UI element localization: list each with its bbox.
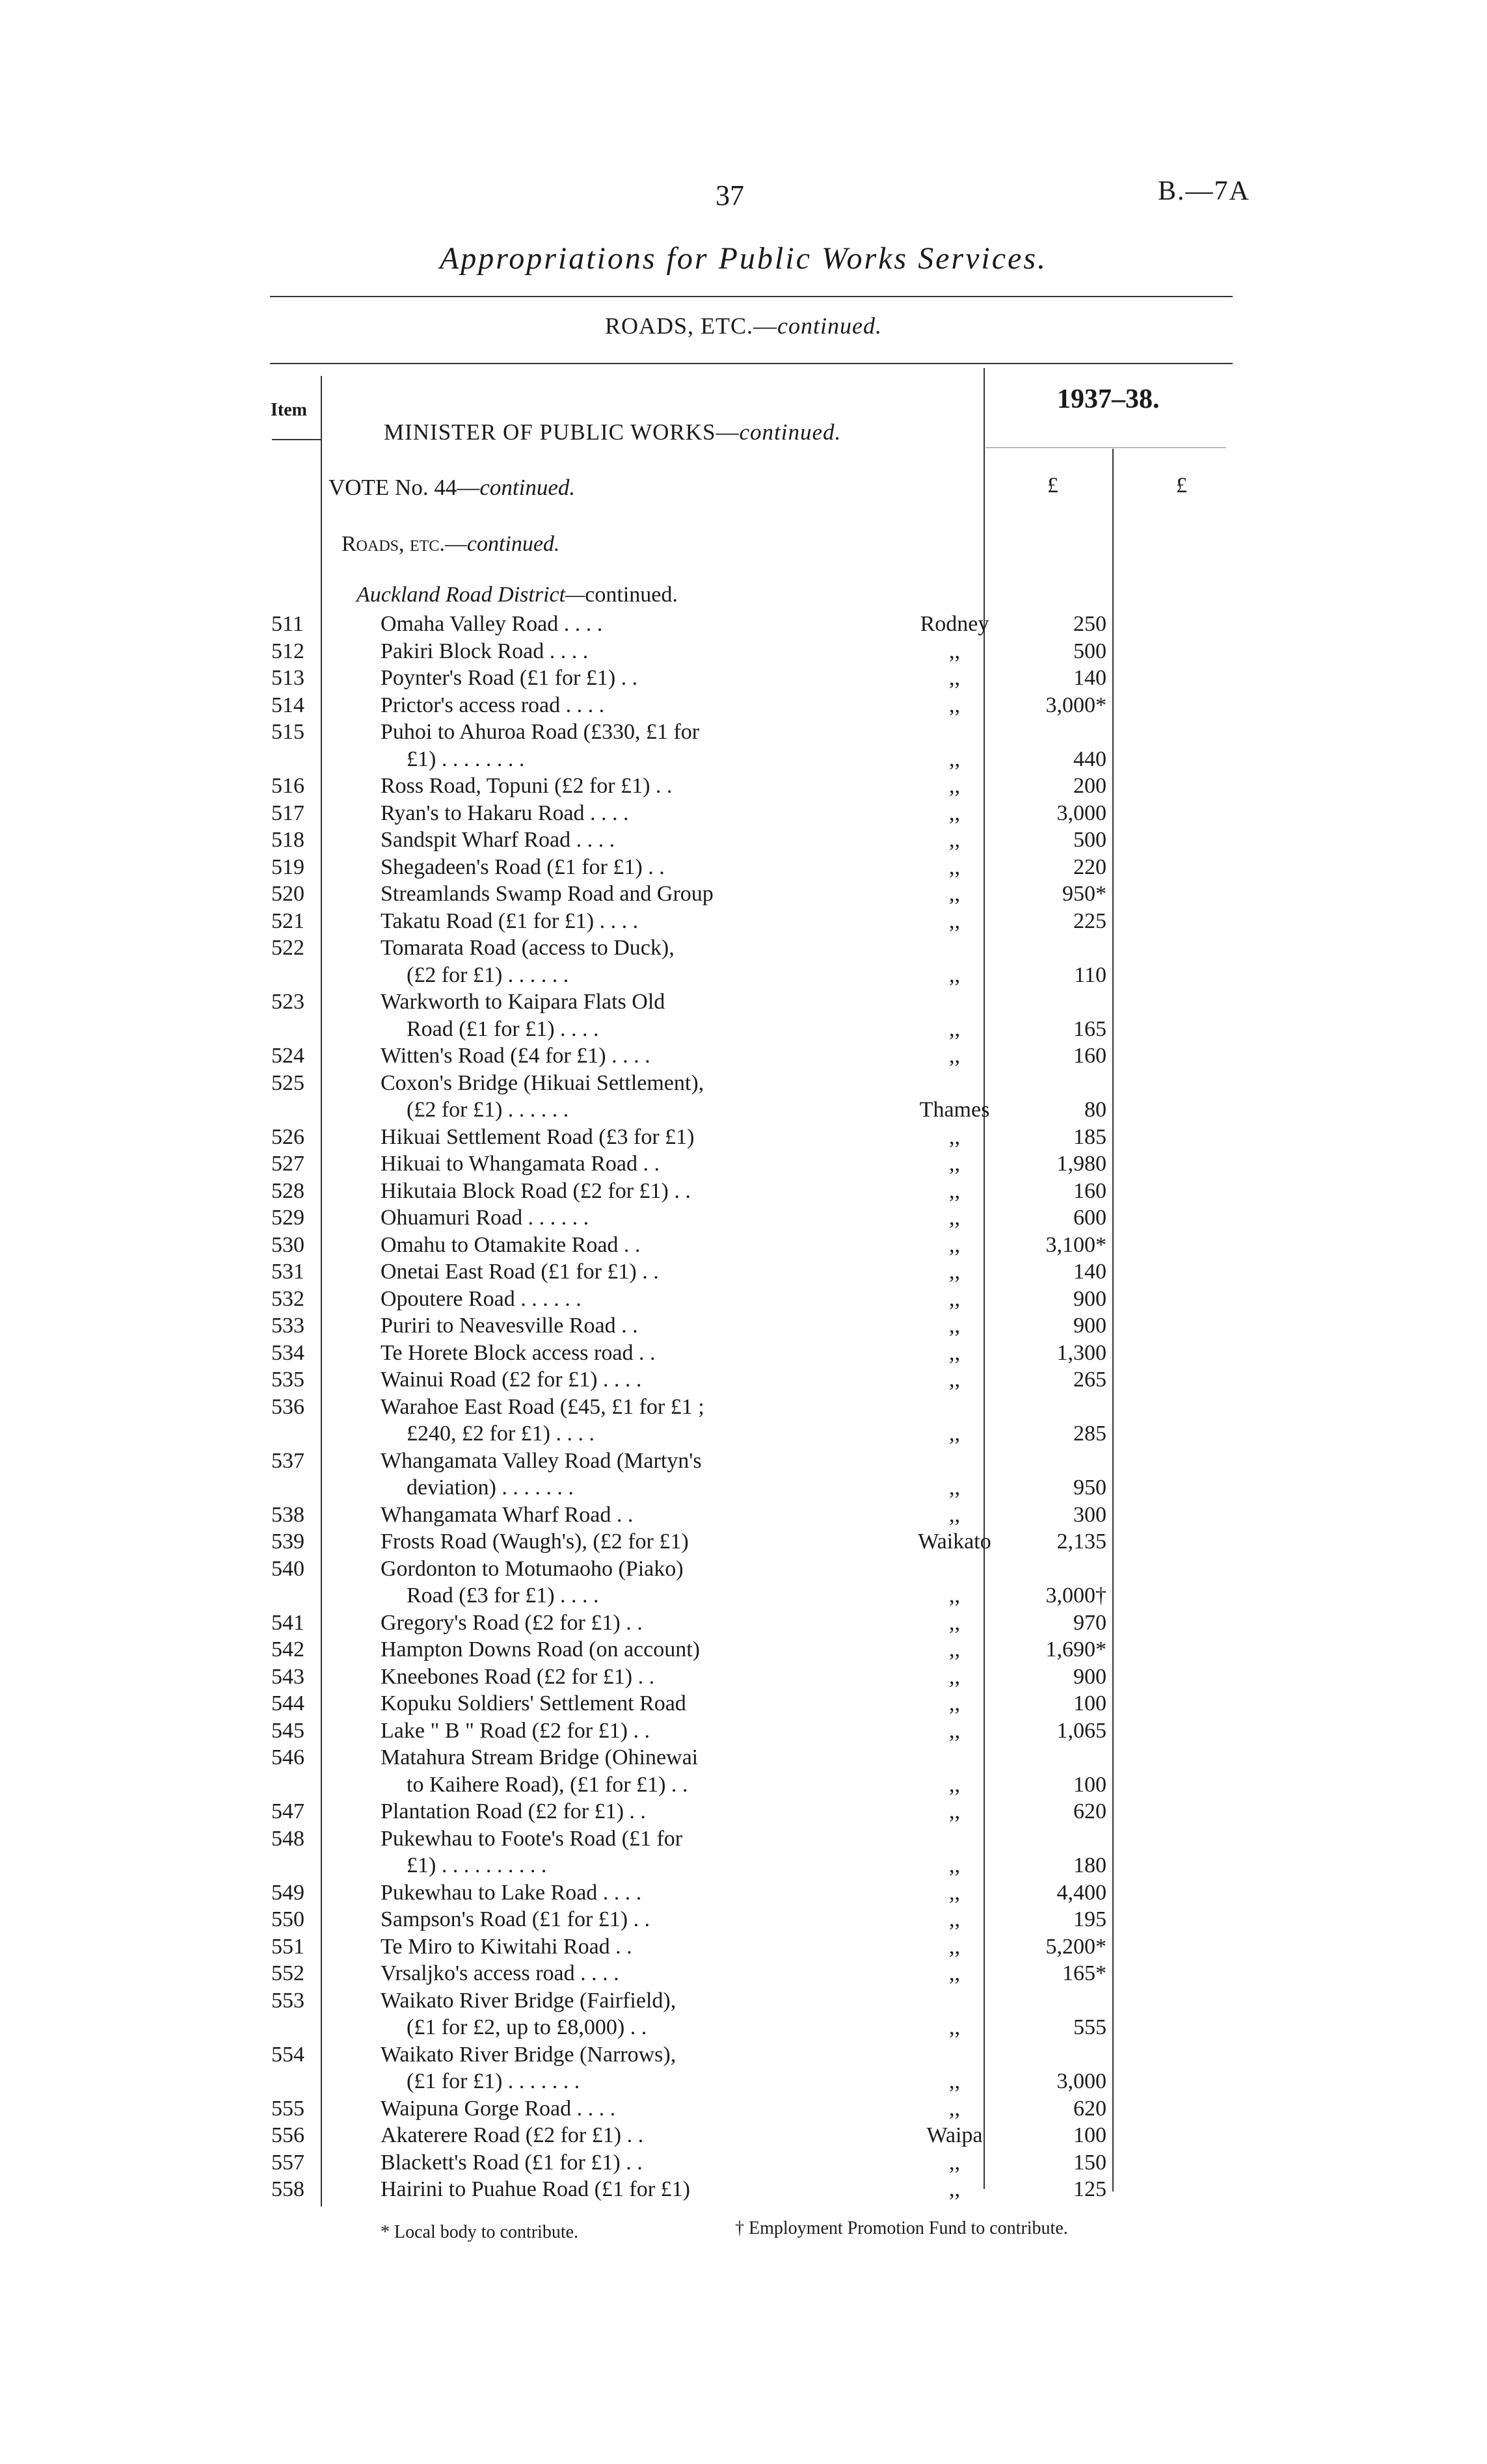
item-amount: 500 — [1073, 828, 1106, 852]
item-district: ,, — [949, 882, 960, 906]
item-district: ,, — [949, 1044, 960, 1068]
item-amount: 140 — [1073, 1260, 1106, 1284]
table-row — [0, 1206, 1487, 1232]
table-row — [0, 1907, 1487, 1933]
item-amount: 285 — [1073, 1422, 1106, 1446]
item-number: 530 — [271, 1232, 304, 1257]
table-row — [0, 2151, 1487, 2177]
item-district: ,, — [949, 1772, 960, 1797]
item-number: 533 — [271, 1314, 304, 1338]
vote-heading — [328, 475, 575, 501]
item-column-header: Item — [271, 400, 307, 420]
footnote-employment-fund: † Employment Promotion Fund to contribute. — [735, 2218, 1068, 2238]
item-number: 537 — [271, 1448, 304, 1473]
item-district: ,, — [949, 1718, 960, 1743]
item-description: Lake " B " Road (£2 for £1) . . — [381, 1718, 650, 1743]
item-number: 545 — [271, 1718, 304, 1743]
item-district: ,, — [949, 854, 960, 879]
item-description: Hikutaia Block Road (£2 for £1) . . — [381, 1178, 691, 1203]
item-description: Sampson's Road (£1 for £1) . . — [381, 1907, 650, 1931]
item-description: Sandspit Wharf Road . . . . — [381, 828, 615, 852]
item-description: Shegadeen's Road (£1 for £1) . . — [381, 854, 665, 879]
item-description: Witten's Road (£4 for £1) . . . . — [381, 1044, 650, 1068]
item-district: ,, — [949, 1583, 960, 1608]
table-row — [0, 2097, 1487, 2123]
item-description: Matahura Stream Bridge (Ohinewai — [381, 1745, 699, 1769]
item-amount: 440 — [1073, 747, 1106, 771]
item-description: Hairini to Puahue Road (£1 for £1) — [381, 2177, 690, 2201]
item-number: 551 — [271, 1934, 304, 1959]
item-district: ,, — [949, 1314, 960, 1338]
item-amount: 110 — [1074, 962, 1106, 987]
item-number: 523 — [271, 990, 304, 1014]
item-description: Frosts Road (Waugh's), (£2 for £1) — [381, 1530, 689, 1554]
item-description: Coxon's Bridge (Hikuai Settlement), — [381, 1070, 704, 1095]
table-row — [0, 963, 1487, 989]
item-number: 549 — [271, 1880, 304, 1905]
item-number: 520 — [271, 882, 304, 906]
item-description: Hampton Downs Road (on account) — [381, 1637, 701, 1662]
item-description: Akaterere Road (£2 for £1) . . — [381, 2123, 644, 2147]
table-row — [0, 747, 1487, 773]
table-row — [0, 1853, 1487, 1879]
item-number: 521 — [271, 908, 304, 933]
item-district: ,, — [949, 1422, 960, 1446]
table-row — [0, 666, 1487, 692]
item-head-rule — [272, 439, 321, 440]
item-district: ,, — [949, 1124, 960, 1149]
table-row — [0, 1476, 1487, 1502]
item-number: 527 — [271, 1152, 304, 1176]
item-district: ,, — [949, 828, 960, 852]
item-description: Whangamata Valley Road (Martyn's — [381, 1448, 702, 1473]
item-number: 543 — [271, 1664, 304, 1689]
item-number: 541 — [271, 1610, 304, 1635]
district-heading-suffix: continued. — [585, 583, 678, 607]
item-district: ,, — [949, 1016, 960, 1041]
table-row — [0, 1287, 1487, 1313]
item-number: 550 — [271, 1907, 304, 1931]
table-row — [0, 1583, 1487, 1610]
vote-heading-suffix: continued. — [479, 475, 576, 500]
item-district: Waikato — [918, 1530, 991, 1554]
item-number: 558 — [271, 2177, 304, 2201]
table-row — [0, 1961, 1487, 1987]
roads-subheading-text: Roads, etc.— — [342, 532, 467, 556]
table-row — [0, 1044, 1487, 1070]
item-number: 554 — [271, 2042, 304, 2067]
item-description: to Kaihere Road), (£1 for £1) . . — [407, 1772, 688, 1797]
item-number: 542 — [271, 1637, 304, 1662]
item-description: Vrsaljko's access road . . . . — [381, 1961, 619, 1985]
table-row — [0, 1935, 1487, 1961]
item-number: 555 — [271, 2096, 304, 2121]
item-number: 544 — [271, 1691, 304, 1716]
item-district: ,, — [949, 1152, 960, 1176]
item-amount: 900 — [1073, 1664, 1106, 1689]
item-number: 534 — [271, 1340, 304, 1365]
table-row — [0, 1691, 1487, 1717]
item-district: ,, — [949, 962, 960, 987]
item-amount: 265 — [1073, 1368, 1106, 1392]
item-amount: 500 — [1073, 639, 1106, 663]
item-description: Hikuai to Whangamata Road . . — [381, 1152, 660, 1176]
table-row — [0, 1881, 1487, 1907]
table-row — [0, 2015, 1487, 2041]
minister-heading — [384, 419, 841, 445]
table-row — [0, 1745, 1487, 1771]
item-number: 524 — [271, 1044, 304, 1068]
page-number: 37 — [716, 179, 744, 211]
vote-heading-text: VOTE No. 44— — [328, 475, 480, 500]
item-description: Blackett's Road (£1 for £1) . . — [381, 2150, 643, 2175]
table-row — [0, 990, 1487, 1016]
table-row — [0, 1233, 1487, 1259]
item-description: Streamlands Swamp Road and Group — [381, 882, 714, 906]
item-district: ,, — [949, 1637, 960, 1662]
item-amount: 140 — [1073, 666, 1106, 690]
item-number: 531 — [271, 1260, 304, 1284]
table-row — [0, 774, 1487, 800]
amount-unit-1: £ — [1047, 473, 1058, 497]
item-amount: 1,690* — [1045, 1637, 1106, 1662]
item-number: 535 — [271, 1368, 304, 1392]
item-number: 525 — [271, 1070, 304, 1095]
page-title: Appropriations for Public Works Services. — [439, 241, 1048, 276]
item-district: ,, — [949, 2096, 960, 2121]
item-description: £240, £2 for £1) . . . . — [407, 1422, 595, 1446]
item-amount: 3,000 — [1056, 2069, 1106, 2093]
table-row — [0, 639, 1487, 665]
item-district: ,, — [949, 1880, 960, 1905]
item-description: Takatu Road (£1 for £1) . . . . — [381, 908, 639, 933]
item-amount: 100 — [1073, 1772, 1106, 1797]
table-row — [0, 1611, 1487, 1637]
table-row — [0, 720, 1487, 746]
item-district: ,, — [949, 1799, 960, 1823]
section-title-text: ROADS, ETC.— — [605, 313, 778, 339]
item-amount: 225 — [1073, 908, 1106, 933]
table-row — [0, 1260, 1487, 1286]
section-title — [0, 312, 1487, 339]
item-number: 514 — [271, 693, 304, 717]
item-amount: 620 — [1073, 1799, 1106, 1823]
item-description: Waikato River Bridge (Fairfield), — [381, 1988, 677, 2013]
item-description: Kneebones Road (£2 for £1) . . — [381, 1664, 655, 1689]
item-description: Pukewhau to Foote's Road (£1 for — [381, 1826, 683, 1851]
item-description: Te Horete Block access road . . — [381, 1340, 656, 1365]
item-description: Ryan's to Hakaru Road . . . . — [381, 801, 629, 825]
item-district: Thames — [919, 1098, 990, 1122]
item-description: Omaha Valley Road . . . . — [381, 612, 603, 636]
item-number: 512 — [271, 639, 304, 663]
table-row — [0, 1530, 1487, 1556]
item-description: (£2 for £1) . . . . . . — [407, 1098, 569, 1122]
item-description: (£2 for £1) . . . . . . — [407, 962, 569, 987]
item-number: 517 — [271, 801, 304, 825]
item-number: 553 — [271, 1988, 304, 2013]
item-amount: 555 — [1073, 2015, 1106, 2039]
footnote-local-body: * Local body to contribute. — [381, 2222, 579, 2242]
table-row — [0, 1071, 1487, 1097]
item-amount: 165 — [1073, 1016, 1106, 1041]
item-description: Waipuna Gorge Road . . . . — [381, 2096, 616, 2121]
item-district: ,, — [949, 1691, 960, 1716]
item-number: 547 — [271, 1799, 304, 1823]
table-row — [0, 612, 1487, 638]
item-district: ,, — [949, 1178, 960, 1203]
district-heading-text: Auckland Road District— — [356, 583, 585, 607]
item-amount: 80 — [1084, 1098, 1106, 1122]
item-description: (£1 for £2, up to £8,000) . . — [407, 2015, 647, 2039]
table-row — [0, 1341, 1487, 1367]
table-row — [0, 1557, 1487, 1583]
item-district: ,, — [949, 801, 960, 825]
item-amount: 620 — [1073, 2096, 1106, 2121]
table-row — [0, 1368, 1487, 1394]
item-description: Omahu to Otamakite Road . . — [381, 1232, 641, 1257]
table-row — [0, 1989, 1487, 2015]
item-district: ,, — [949, 639, 960, 663]
item-district: Waipa — [926, 2123, 983, 2147]
item-description: £1) . . . . . . . . — [407, 747, 525, 771]
item-number: 518 — [271, 828, 304, 852]
item-description: Prictor's access road . . . . — [381, 693, 605, 717]
item-number: 516 — [271, 774, 304, 798]
item-number: 522 — [271, 936, 304, 960]
item-description: Gordonton to Motumaoho (Piako) — [381, 1556, 684, 1581]
table-row — [0, 1719, 1487, 1745]
item-amount: 100 — [1073, 1691, 1106, 1716]
table-row — [0, 693, 1487, 719]
item-amount: 3,100* — [1045, 1232, 1106, 1257]
item-number: 548 — [271, 1826, 304, 1851]
item-amount: 1,300 — [1056, 1340, 1106, 1365]
table-row — [0, 855, 1487, 881]
item-amount: 5,200* — [1045, 1934, 1106, 1959]
item-amount: 300 — [1073, 1502, 1106, 1527]
item-number: 546 — [271, 1745, 304, 1769]
table-row — [0, 936, 1487, 962]
item-description: Hikuai Settlement Road (£3 for £1) — [381, 1124, 695, 1149]
table-row — [0, 1503, 1487, 1529]
table-row — [0, 1422, 1487, 1448]
item-district: ,, — [949, 2069, 960, 2093]
table-row — [0, 828, 1487, 854]
table-row — [0, 1017, 1487, 1043]
table-row — [0, 1773, 1487, 1799]
item-amount: 3,000† — [1045, 1583, 1106, 1608]
item-district: ,, — [949, 2150, 960, 2175]
item-number: 515 — [271, 720, 304, 744]
item-amount: 950* — [1062, 882, 1106, 906]
table-row — [0, 1799, 1487, 1825]
item-amount: 250 — [1073, 612, 1106, 636]
item-district: ,, — [949, 666, 960, 690]
table-row — [0, 2069, 1487, 2095]
item-description: Road (£1 for £1) . . . . — [407, 1016, 599, 1041]
item-amount: 4,400 — [1056, 1880, 1106, 1905]
item-description: Gregory's Road (£2 for £1) . . — [381, 1610, 643, 1635]
item-description: Onetai East Road (£1 for £1) . . — [381, 1260, 659, 1284]
item-number: 526 — [271, 1124, 304, 1149]
item-description: Puriri to Neavesville Road . . — [381, 1314, 638, 1338]
item-description: Pakiri Block Road . . . . — [381, 639, 589, 663]
table-row — [0, 1665, 1487, 1691]
item-amount: 900 — [1073, 1314, 1106, 1338]
item-district: ,, — [949, 2015, 960, 2039]
table-top-rule — [270, 363, 1233, 364]
item-district: ,, — [949, 1206, 960, 1230]
item-description: Ross Road, Topuni (£2 for £1) . . — [381, 774, 673, 798]
item-description: Wainui Road (£2 for £1) . . . . — [381, 1368, 642, 1392]
section-title-suffix: continued. — [777, 313, 882, 339]
item-amount: 1,980 — [1056, 1152, 1106, 1176]
item-amount: 220 — [1073, 854, 1106, 879]
item-district: ,, — [949, 1853, 960, 1877]
item-amount: 2,135 — [1056, 1530, 1106, 1554]
item-number: 556 — [271, 2123, 304, 2147]
item-description: Whangamata Wharf Road . . — [381, 1502, 634, 1527]
item-description: deviation) . . . . . . . — [407, 1476, 574, 1500]
document-reference: B.—7A — [1158, 176, 1250, 206]
item-amount: 195 — [1073, 1907, 1106, 1931]
item-district: ,, — [949, 1232, 960, 1257]
item-district: ,, — [949, 2177, 960, 2201]
table-row — [0, 2123, 1487, 2149]
item-description: Plantation Road (£2 for £1) . . — [381, 1799, 646, 1823]
roads-subheading-suffix: continued. — [466, 532, 560, 556]
roads-subheading — [342, 532, 559, 557]
item-description: Warkworth to Kaipara Flats Old — [381, 990, 665, 1014]
item-district: ,, — [949, 1368, 960, 1392]
item-amount: 160 — [1073, 1178, 1106, 1203]
item-district: ,, — [949, 774, 960, 798]
item-district: ,, — [949, 1664, 960, 1689]
item-district: ,, — [949, 747, 960, 771]
table-row — [0, 1637, 1487, 1663]
title-rule — [270, 296, 1233, 297]
item-amount: 970 — [1073, 1610, 1106, 1635]
item-description: Waikato River Bridge (Narrows), — [381, 2042, 677, 2067]
item-amount: 600 — [1073, 1206, 1106, 1230]
item-amount: 165* — [1062, 1961, 1106, 1985]
item-description: (£1 for £1) . . . . . . . — [407, 2069, 580, 2093]
item-district: Rodney — [920, 612, 989, 636]
item-number: 519 — [271, 854, 304, 879]
item-number: 552 — [271, 1961, 304, 1985]
item-number: 538 — [271, 1502, 304, 1527]
item-number: 532 — [271, 1286, 304, 1311]
item-district: ,, — [949, 1610, 960, 1635]
item-district: ,, — [949, 1961, 960, 1985]
table-row — [0, 882, 1487, 908]
table-row — [0, 1314, 1487, 1340]
minister-heading-text: MINISTER OF PUBLIC WORKS— — [384, 419, 740, 445]
table-row — [0, 1152, 1487, 1178]
item-amount: 160 — [1073, 1044, 1106, 1068]
item-description: Opoutere Road . . . . . . — [381, 1286, 582, 1311]
item-district: ,, — [949, 908, 960, 933]
item-district: ,, — [949, 1286, 960, 1311]
item-number: 511 — [271, 612, 304, 636]
table-row — [0, 2043, 1487, 2069]
item-district: ,, — [949, 1502, 960, 1527]
item-amount: 185 — [1073, 1124, 1106, 1149]
item-amount: 200 — [1073, 774, 1106, 798]
table-row — [0, 801, 1487, 827]
item-description: Kopuku Soldiers' Settlement Road — [381, 1691, 686, 1716]
item-district: ,, — [949, 1260, 960, 1284]
item-description: Tomarata Road (access to Duck), — [381, 936, 675, 960]
item-description: £1) . . . . . . . . . . — [407, 1853, 547, 1877]
district-heading — [356, 583, 678, 607]
table-row — [0, 1395, 1487, 1421]
year-head-rule — [985, 447, 1226, 448]
table-row — [0, 1098, 1487, 1124]
table-row — [0, 1449, 1487, 1475]
item-number: 536 — [271, 1394, 304, 1419]
item-amount: 3,000 — [1056, 801, 1106, 825]
item-description: Warahoe East Road (£45, £1 for £1 ; — [381, 1394, 704, 1419]
item-district: ,, — [949, 693, 960, 717]
table-row — [0, 2177, 1487, 2203]
item-amount: 950 — [1073, 1476, 1106, 1500]
item-number: 540 — [271, 1556, 304, 1581]
item-amount: 3,000* — [1045, 693, 1106, 717]
item-amount: 1,065 — [1056, 1718, 1106, 1743]
item-amount: 150 — [1073, 2150, 1106, 2175]
item-description: Road (£3 for £1) . . . . — [407, 1583, 599, 1608]
item-district: ,, — [949, 1340, 960, 1365]
item-description: Puhoi to Ahuroa Road (£330, £1 for — [381, 720, 700, 744]
amount-unit-2: £ — [1176, 473, 1187, 497]
item-number: 513 — [271, 666, 304, 690]
item-description: Ohuamuri Road . . . . . . — [381, 1206, 589, 1230]
item-number: 529 — [271, 1206, 304, 1230]
item-amount: 900 — [1073, 1286, 1106, 1311]
table-row — [0, 1827, 1487, 1853]
item-district: ,, — [949, 1934, 960, 1959]
item-description: Te Miro to Kiwitahi Road . . — [381, 1934, 632, 1959]
table-row — [0, 1179, 1487, 1205]
item-description: Poynter's Road (£1 for £1) . . — [381, 666, 638, 690]
item-description: Pukewhau to Lake Road . . . . — [381, 1880, 642, 1905]
minister-heading-suffix: continued. — [739, 419, 842, 445]
item-amount: 125 — [1073, 2177, 1106, 2201]
item-district: ,, — [949, 1907, 960, 1931]
item-amount: 180 — [1073, 1853, 1106, 1877]
item-number: 539 — [271, 1530, 304, 1554]
item-number: 528 — [271, 1178, 304, 1203]
table-row — [0, 1125, 1487, 1151]
year-column-header: 1937–38. — [1057, 384, 1160, 414]
item-amount: 100 — [1073, 2123, 1106, 2147]
table-row — [0, 909, 1487, 935]
item-district: ,, — [949, 1476, 960, 1500]
item-number: 557 — [271, 2150, 304, 2175]
